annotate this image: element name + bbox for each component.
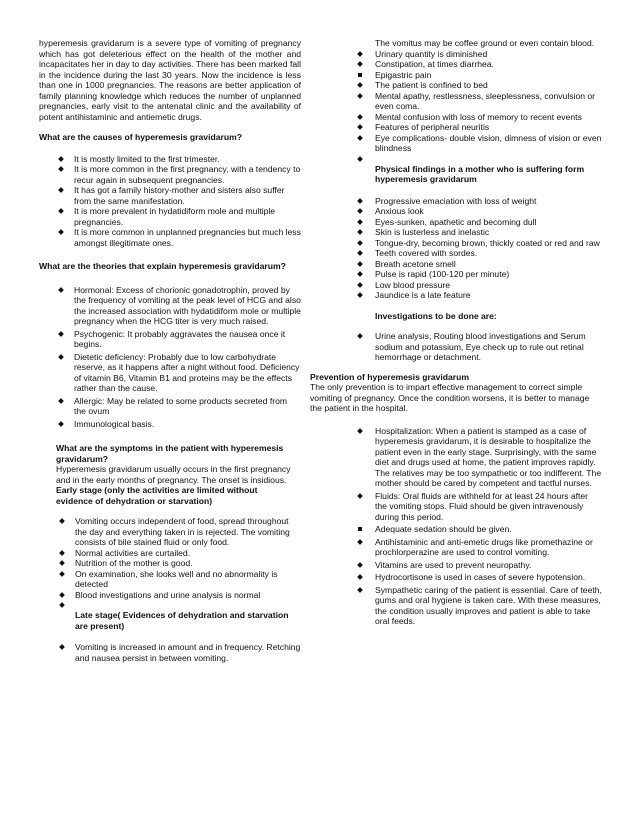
list-item: Progressive emaciation with loss of weight <box>310 196 602 207</box>
list-item: Tongue-dry, becoming brown, thickly coated or red and raw <box>310 238 602 249</box>
list-item: Dietetic deficiency: Probably due to low carbohydrate reserve, as it happens after a night without food. Deficiency of vitamin B6, Vitamin B1 and proteins may be the effects rather than the cause. <box>39 352 301 394</box>
investigations-list <box>310 331 602 363</box>
list-item: Pulse is rapid (100-120 per minute) <box>310 269 602 280</box>
symptoms-heading: What are the symptoms in the patient with hyperemesis gravidarum? <box>56 443 284 464</box>
physical-findings-heading: Physical findings in a mother who is suffering form hyperemesis gravidarum <box>375 163 585 184</box>
list-item: Mental confusion with loss of memory to recent events <box>310 112 602 123</box>
prevention-heading: Prevention of hyperemesis gravidarum <box>310 371 470 382</box>
list-item: Breath acetone smell <box>310 259 602 270</box>
list-item: Vomiting is increased in amount and in frequency. Retching and nausea persist in between vomiting. <box>39 642 301 663</box>
causes-heading: What are the causes of hyperemesis gravidarum? <box>39 132 242 142</box>
theories-heading: What are the theories that explain hyperemesis gravidarum? <box>39 261 286 271</box>
list-item: Urine analysis, Routing blood investigations and Serum sodium and potassium, Eye check up to rule out retinal hemorrhage or detachment. <box>310 331 602 363</box>
list-item: Sympathetic caring of the patient is essential. Care of teeth, gums and oral hygiene is taken care. With these measures, the condition usually improves and patient is able to take oral feeds. <box>310 585 602 627</box>
early-stage-list <box>39 516 301 610</box>
list-item: It is more common in the first pregnancy, with a tendency to recur again in subsequent pregnancies. <box>39 164 301 185</box>
symptoms-intro: Hyperemesis gravidarum usually occurs in the first pregnancy and in the early months of pregnancy. The onset is insidious. <box>56 464 291 485</box>
theories-list <box>39 285 301 430</box>
list-item: Normal activities are curtailed. <box>39 548 301 559</box>
right-column <box>310 38 602 627</box>
list-item: Teeth covered with sordes. <box>310 248 602 259</box>
investigations-heading: Investigations to be done are: <box>375 310 497 321</box>
list-item: Epigastric pain <box>310 70 602 81</box>
list-item: Vomiting occurs independent of food, spread throughout the day and everything taken in is rejected. The vomiting consists of bile stained fluid or only food. <box>39 516 301 548</box>
list-item: Adequate sedation should be given. <box>310 524 602 535</box>
list-item: Blood investigations and urine analysis is normal <box>39 590 301 601</box>
list-item: Psychogenic: It probably aggravates the nausea once it begins. <box>39 329 301 350</box>
list-item: Eyes-sunken, apathetic and becoming dull <box>310 217 602 228</box>
empty-list-item <box>39 600 301 610</box>
list-item: On examination, she looks well and no abnormality is detected <box>39 569 301 590</box>
list-item: Constipation, at times diarrhea. <box>310 59 602 70</box>
list-item: Mental apathy, restlessness, sleeplessness, convulsion or even coma. <box>310 91 602 112</box>
list-item: It is more prevalent in hydatidiform mole and multiple pregnancies. <box>39 206 301 227</box>
list-item: Low blood pressure <box>310 280 602 291</box>
late-stage-heading: Late stage( Evidences of dehydration and starvation are present) <box>75 610 289 631</box>
late-stage-continuation: The vomitus may be coffee ground or even contain blood. <box>375 38 595 48</box>
list-item: Features of peripheral neuritis <box>310 122 602 133</box>
early-stage-heading: Early stage (only the activities are limited without evidence of dehydration or starvation) <box>56 485 258 506</box>
list-item: Urinary quantity is diminished <box>310 49 602 60</box>
prevention-paragraph: The only prevention is to impart effective management to correct simple vomiting of pregnancy. Once the condition worsens, it is better to manage the patient in the hospital. <box>310 382 590 413</box>
late-stage-list <box>39 642 301 663</box>
treatment-list <box>310 426 602 627</box>
list-item: Jaundice is a late feature <box>310 290 602 301</box>
intro-paragraph: hyperemesis gravidarum is a severe type of vomiting of pregnancy which has got deleterious effect on the health of the mother and incapacitates her in day to day activities. There has been marked fall in the incidence during the last 30 years. Now the incidence is less than one in 1000 pregnancies. The reasons are better application of family planning knowledge which reduces the number of unplanned pregnancies, early visit to the antenatal clinic and the availability of potent antihistaminic and antiemetic drugs. <box>39 38 301 122</box>
list-item: Nutrition of the mother is good. <box>39 558 301 569</box>
list-item: Hospitalization: When a patient is stamped as a case of hyperemesis gravidarum, it is desirable to hospitalize the patient even in the early stage. Surprisingly, with the same diet and drugs used at home, the patient improves rapidly. The relatives may be too sympathetic or too indifferent. The mother should be cared by competent and tactful nurses. <box>310 426 602 489</box>
empty-list-item <box>310 154 602 164</box>
list-item: Hormonal: Excess of chorionic gonadotrophin, proved by the frequency of vomiting at the peak level of HCG and also the increased association with hydatidiform mole or multiple pregnancy when the HCG titer is very much raised. <box>39 285 301 327</box>
list-item: It is mostly limited to the first trimester. <box>39 154 301 165</box>
list-item: Immunological basis. <box>39 419 301 430</box>
list-item: Fluids: Oral fluids are withheld for at least 24 hours after the vomiting stops. Fluid should be given intravenously during this period. <box>310 491 602 523</box>
list-item: It is more common in unplanned pregnancies but much less amongst illegitimate ones. <box>39 227 301 248</box>
list-item: Anxious look <box>310 206 602 217</box>
causes-list <box>39 154 301 249</box>
list-item: Eye complications- double vision, dimness of vision or even blindness <box>310 133 602 154</box>
left-column <box>39 38 301 663</box>
list-item: Hydrocortisone is used in cases of severe hypotension. <box>310 572 602 583</box>
list-item: Vitamins are used to prevent neuropathy. <box>310 560 602 571</box>
late-stage-list-continued <box>310 49 602 164</box>
list-item: Skin is lusterless and inelastic <box>310 227 602 238</box>
list-item: Allergic: May be related to some products secreted from the ovum <box>39 396 301 417</box>
list-item: Antihistaminic and anti-emetic drugs like promethazine or prochlorperazine are used to control vomiting. <box>310 537 602 558</box>
physical-findings-list <box>310 196 602 301</box>
list-item: It has got a family history-mother and sisters also suffer from the same manifestation. <box>39 185 301 206</box>
symptoms-section <box>39 443 301 506</box>
list-item: The patient is confined to bed <box>310 80 602 91</box>
